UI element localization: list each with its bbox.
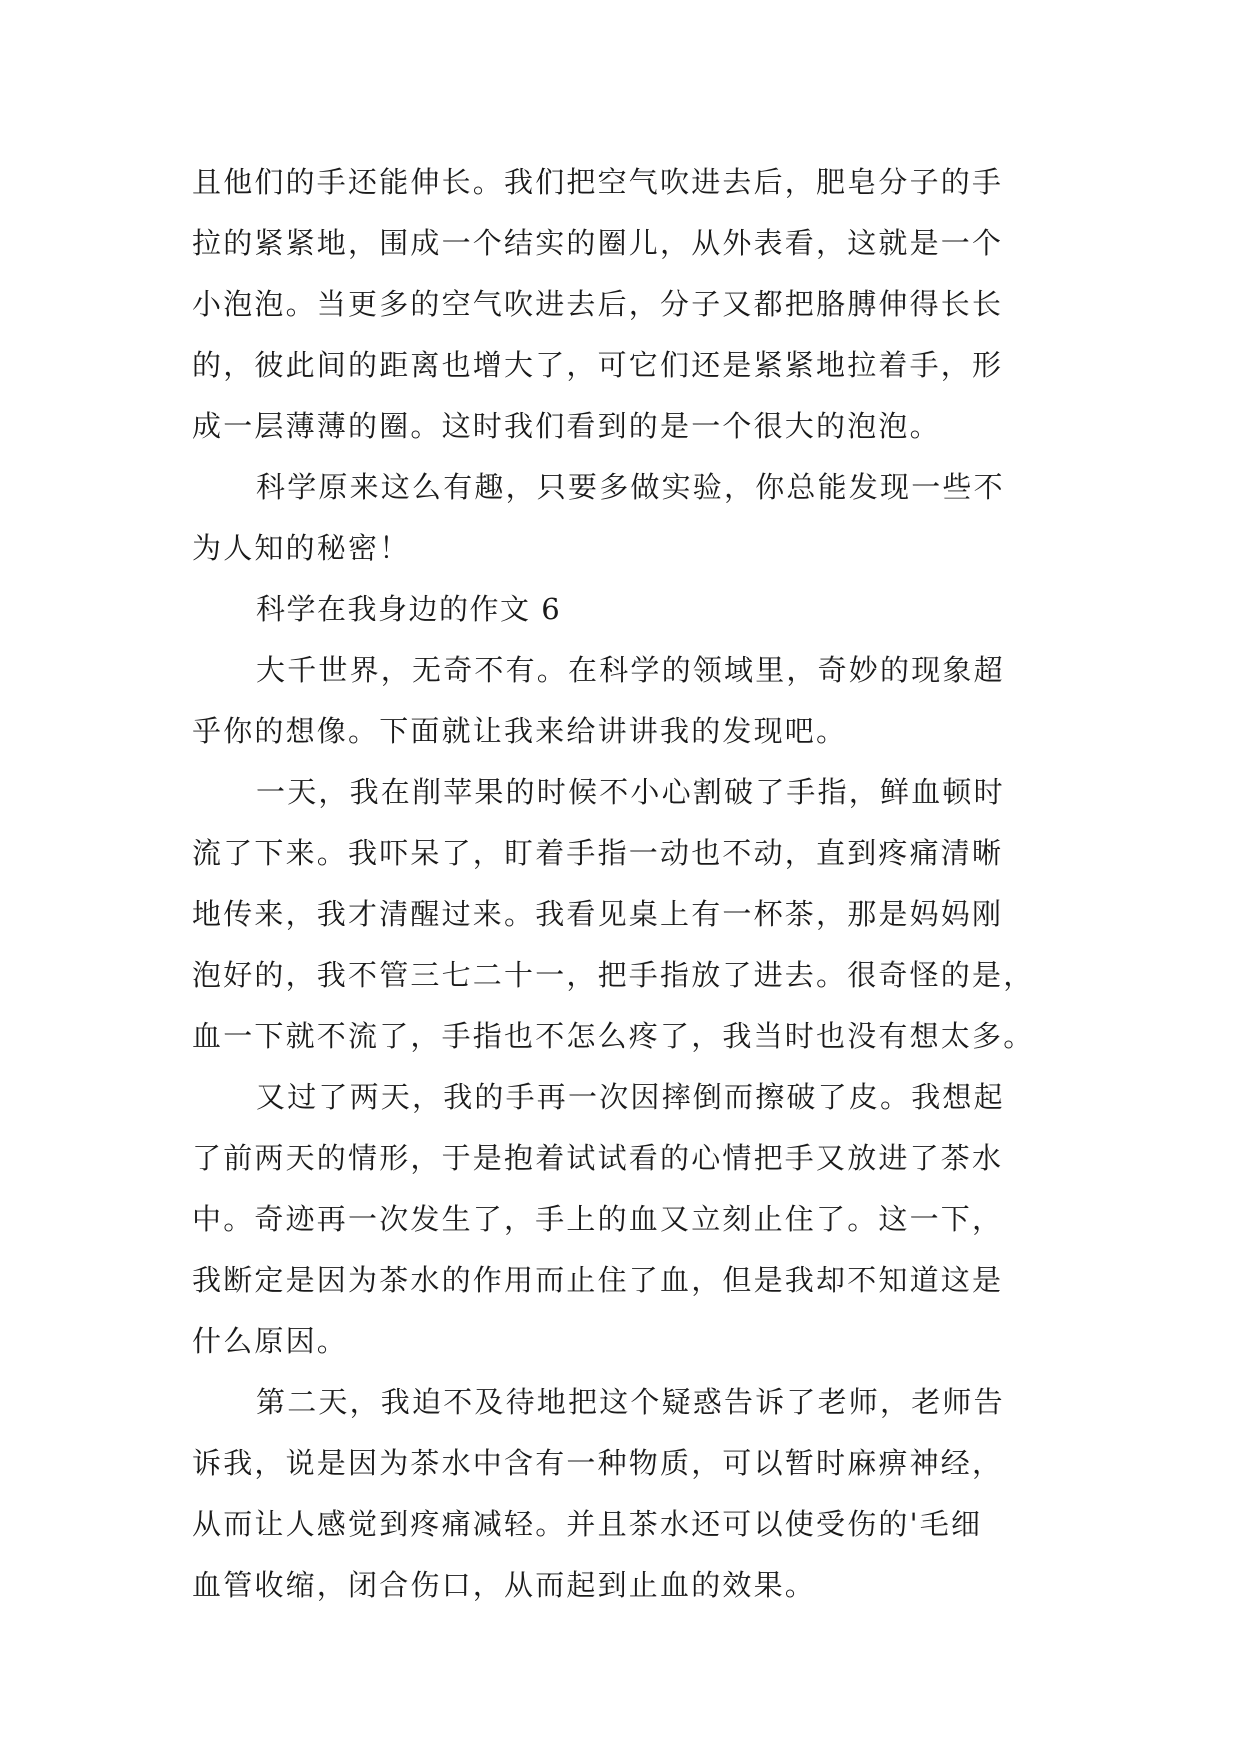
text-line: 泡好的，我不管三七二十一，把手指放了进去。很奇怪的是， bbox=[192, 958, 1035, 992]
paragraph-start-line: 大千世界，无奇不有。在科学的领域里，奇妙的现象超 bbox=[256, 653, 1005, 687]
text-line: 从而让人感觉到疼痛减轻。并且茶水还可以使受伤的'毛细 bbox=[192, 1507, 983, 1541]
text-line: 流了下来。我吓呆了，盯着手指一动也不动，直到疼痛清晰 bbox=[192, 836, 1004, 870]
text-line: 且他们的手还能伸长。我们把空气吹进去后，肥皂分子的手 bbox=[192, 165, 1004, 199]
text-line: 为人知的秘密！ bbox=[192, 531, 411, 565]
text-line: 了前两天的情形，于是抱着试试看的心情把手又放进了茶水 bbox=[192, 1141, 1004, 1175]
text-line: 诉我，说是因为茶水中含有一种物质，可以暂时麻痹神经， bbox=[192, 1446, 1004, 1480]
paragraph-start-line: 科学原来这么有趣，只要多做实验，你总能发现一些不 bbox=[256, 470, 1005, 504]
text-line: 乎你的想像。下面就让我来给讲讲我的发现吧。 bbox=[192, 714, 848, 748]
text-line: 中。奇迹再一次发生了，手上的血又立刻止住了。这一下， bbox=[192, 1202, 1004, 1236]
text-line: 成一层薄薄的圈。这时我们看到的是一个很大的泡泡。 bbox=[192, 409, 941, 443]
text-line: 地传来，我才清醒过来。我看见桌上有一杯茶，那是妈妈刚 bbox=[192, 897, 1004, 931]
text-line: 什么原因。 bbox=[192, 1324, 349, 1358]
text-line: 血管收缩，闭合伤口，从而起到止血的效果。 bbox=[192, 1568, 817, 1602]
text-line: 拉的紧紧地，围成一个结实的圈儿，从外表看，这就是一个 bbox=[192, 226, 1004, 260]
paragraph-start-line: 一天，我在削苹果的时候不小心割破了手指，鲜血顿时 bbox=[256, 775, 1005, 809]
text-line: 我断定是因为茶水的作用而止住了血，但是我却不知道这是 bbox=[192, 1263, 1004, 1297]
paragraph-start-line: 第二天，我迫不及待地把这个疑惑告诉了老师，老师告 bbox=[256, 1385, 1005, 1419]
paragraph-start-line: 又过了两天，我的手再一次因摔倒而擦破了皮。我想起 bbox=[256, 1080, 1005, 1114]
section-heading: 科学在我身边的作文 6 bbox=[256, 592, 562, 626]
text-line: 小泡泡。当更多的空气吹进去后，分子又都把胳膊伸得长长 bbox=[192, 287, 1004, 321]
document-body bbox=[192, 152, 1062, 1616]
text-line: 的，彼此间的距离也增大了，可它们还是紧紧地拉着手，形 bbox=[192, 348, 1004, 382]
text-line: 血一下就不流了，手指也不怎么疼了，我当时也没有想太多。 bbox=[192, 1019, 1035, 1053]
